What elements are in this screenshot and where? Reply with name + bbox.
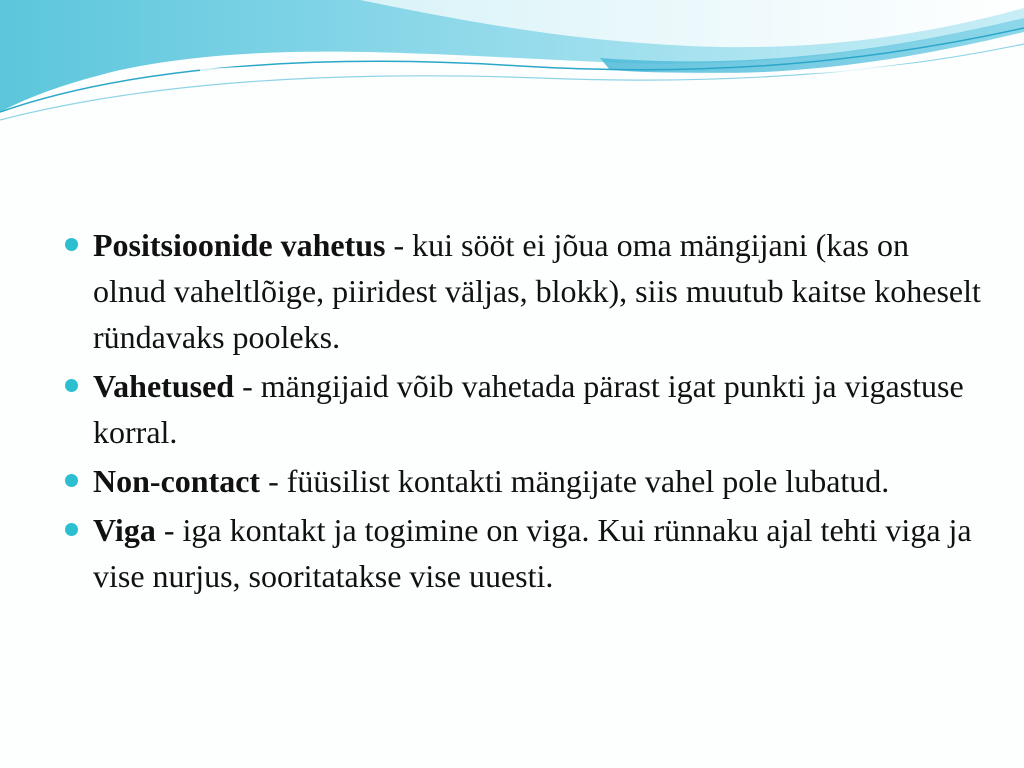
bullet-text: - kui sööt ei jõua oma mängijani (kas on olnud vaheltlõige, piiridest väljas, blokk), siis muutub kaitse koheselt ründavaks pooleks. (93, 227, 981, 355)
bullet-dot-icon (65, 379, 78, 392)
bullet-dot-icon (65, 523, 78, 536)
bullet-item-positsioonide-vahetus (62, 222, 982, 360)
bullet-list (62, 222, 982, 599)
bullet-term: Viga (93, 512, 156, 548)
bullet-dot-icon (65, 238, 78, 251)
bullet-text: - mängijaid võib vahetada pärast igat punkti ja vigastuse korral. (93, 368, 964, 450)
bullet-item-vahetused (62, 363, 982, 455)
bullet-term: Positsioonide vahetus (93, 227, 386, 263)
slide-content (62, 222, 982, 602)
bullet-dot-icon (65, 474, 78, 487)
wave-header-decoration (0, 0, 1024, 130)
bullet-item-viga (62, 507, 982, 599)
bullet-term: Non-contact (93, 463, 261, 499)
bullet-item-non-contact (62, 458, 982, 504)
bullet-text: - füüsilist kontakti mängijate vahel pole lubatud. (260, 463, 890, 499)
bullet-text: - iga kontakt ja togimine on viga. Kui rünnaku ajal tehti viga ja vise nurjus, sooritatakse vise uuesti. (93, 512, 972, 594)
bullet-term: Vahetused (93, 368, 235, 404)
